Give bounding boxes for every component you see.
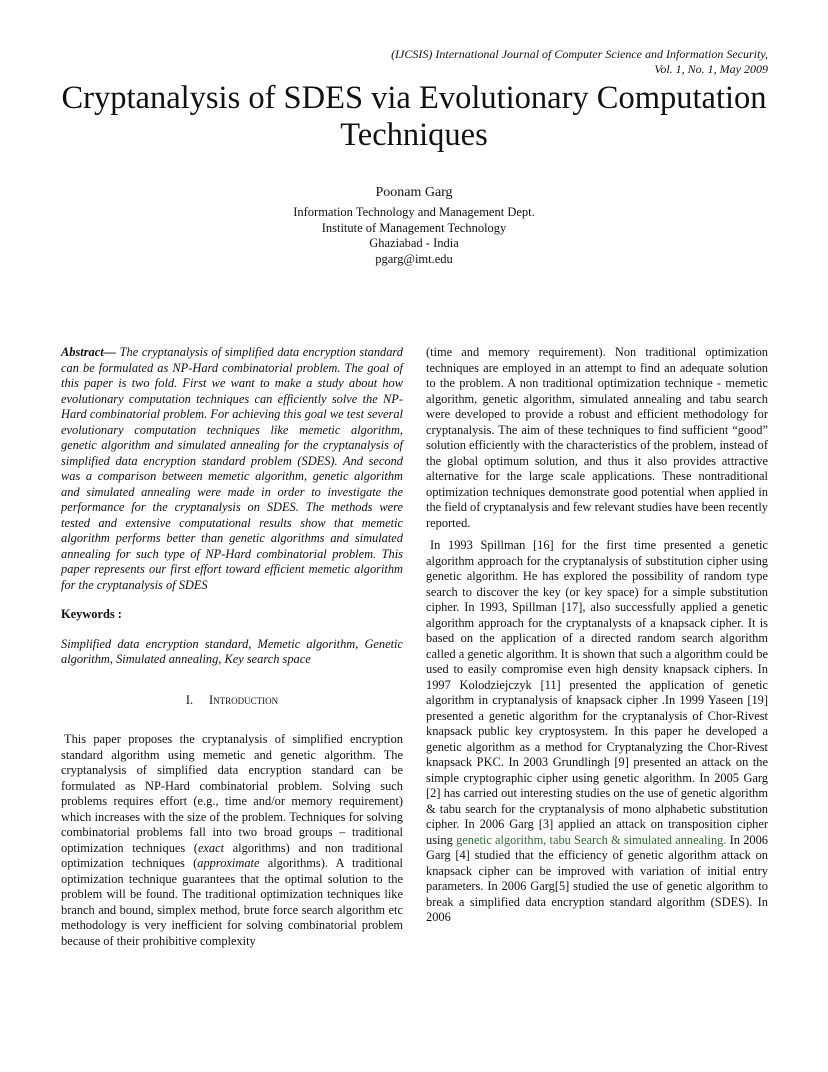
author-institute: Institute of Management Technology: [321, 220, 507, 235]
intro-text-2: algorithms) and non traditional optimization techniques (: [61, 840, 403, 870]
intro-approximate: approximate: [197, 856, 260, 870]
abstract: [61, 345, 403, 593]
section-number: I.: [185, 692, 194, 707]
related-work-text-1: In 1993 Spillman [16] for the first time presented a genetic algorithm approach for the cryptanalysis of substitution cipher using genetic algorithm. He has explored the possibility of random type search to discover the key (or key space) for a simple substitution cipher. In 1993, Spillman [17], also successfully applied a genetic algorithm approach for the cryptanalysts of a knapsack cipher. It is based on the application of a directed random search algorithm called a genetic algorithm. It is shown that such a algorithm could be used to easily compromise even high density knapsack ciphers. In 1997 Kolodziejczyk [11] presented the application of genetic algorithm in cryptanalysis of knapsack cipher .In 1999 Yaseen [19] presented a genetic algorithm for the cryptanalysis of Chor-Rivest knapsack public key cryptosystem. In this paper he developed a genetic algorithm as a method for Cryptanalyzing the Chor-Rivest knapsack PKC. In 2003 Grundlingh [9] presented an attack on the simple cryptographic cipher using genetic algorithm. In 2005 Garg [2] has carried out interesting studies on the use of genetic algorithm & tabu search for the cryptanalysis of mono alphabetic substitution cipher. In 2006 Garg [3] applied an attack on transposition cipher using: [426, 538, 768, 847]
abstract-body: The cryptanalysis of simplified data encryption standard can be formulated as NP-Hard combinatorial problem. The goal of this paper is two fold. First we want to make a study about how evolutionary computation techniques can efficiently solve the NP-Hard combinatorial problem. For achieving this goal we test several evolutionary computation techniques like memetic algorithm, genetic algorithm and simulated annealing for the cryptanalysis of simplified data encryption standard problem (SDES). And second was a comparison between memetic algorithm, genetic algorithm and simulated annealing were made in order to investigate the performance for the cryptanalysis on SDES. The methods were tested and extensive computational results show that memetic algorithm performs better than genetic algorithms and simulated annealing for such type of NP-Hard combinatorial problem. This paper represents our first effort toward efficient memetic algorithm for the cryptanalysis of SDES: [61, 345, 403, 592]
left-column: [61, 345, 403, 949]
paper-title-line2: Techniques: [340, 117, 488, 153]
right-column: [426, 345, 768, 926]
related-work-text-2: In 2006 Garg [4] studied that the efficiency of genetic algorithm attack on knapsack cipher can be improved with variation of initial entry parameters. In 2006 Garg[5] studied the use of genetic algorithm to break a simplified data encryption standard algorithm (SDES). In 2006: [426, 832, 768, 924]
abstract-label: Abstract—: [61, 345, 117, 359]
author-email: pgarg@imt.edu: [375, 251, 453, 266]
author-location: Ghaziabad - India: [369, 236, 459, 250]
paper-title: [0, 80, 828, 154]
journal-name: (IJCSIS) International Journal of Computer Science and Information Security,: [391, 47, 768, 61]
keywords-heading: Keywords :: [61, 607, 122, 621]
author-affiliation: [0, 205, 828, 267]
intro-exact: exact: [197, 840, 225, 855]
keywords-text: Simplified data encryption standard, Memetic algorithm, Genetic algorithm, Simulated annealing, Key search space: [61, 636, 403, 666]
intro-text-1: This paper proposes the cryptanalysis of simplified encryption standard algorithm using memetic and genetic algorithm. The cryptanalysis of simplified data encryption standard can be formulated as NP-Hard combinatorial problem. Solving such problems requires effort (e.g., time and/or memory requirement) which increases with the size of the problem. Techniques for solving combinatorial problems fall into two broad groups – traditional optimization techniques (: [61, 732, 403, 855]
related-work-highlight: genetic algorithm, tabu Search & simulated annealing.: [456, 832, 727, 847]
section-heading: [61, 693, 403, 709]
journal-volume: Vol. 1, No. 1, May 2009: [654, 62, 768, 76]
journal-header: [391, 47, 768, 77]
paper-title-line1: Cryptanalysis of SDES via Evolutionary Computation: [61, 80, 767, 116]
intro-text-3: algorithms). A traditional optimization technique guarantees that the optimal solution to the problem will be found. The traditional optimization techniques like branch and bound, simplex method, brute force search algorithm etc methodology is very inefficient for solving combinatorial problem because of their prohibitive complexity: [61, 856, 403, 948]
author-department: Information Technology and Management Dept.: [293, 205, 535, 219]
right-paragraph-1: (time and memory requirement). Non traditional optimization techniques are employed in an attempt to find an adequate solution to the problem. A non traditional optimization technique - memetic algorithm, genetic algorithm, simulated annealing and tabu search were developed to provide a robust and efficient methodology for cryptanalysis. The aim of these techniques to find sufficient “good” solution efficiently with the characteristics of the problem, instead of the global optimum solution, and thus it also provides attractive alternative for the large scale applications. These nontraditional optimization techniques demonstrate good potential when applied in the field of cryptanalysis and few relevant studies have been recently reported.: [426, 345, 768, 530]
intro-paragraph: [61, 732, 403, 949]
section-title: Introduction: [209, 692, 279, 707]
right-paragraph-2: [426, 538, 768, 926]
author-name: Poonam Garg: [375, 185, 453, 200]
